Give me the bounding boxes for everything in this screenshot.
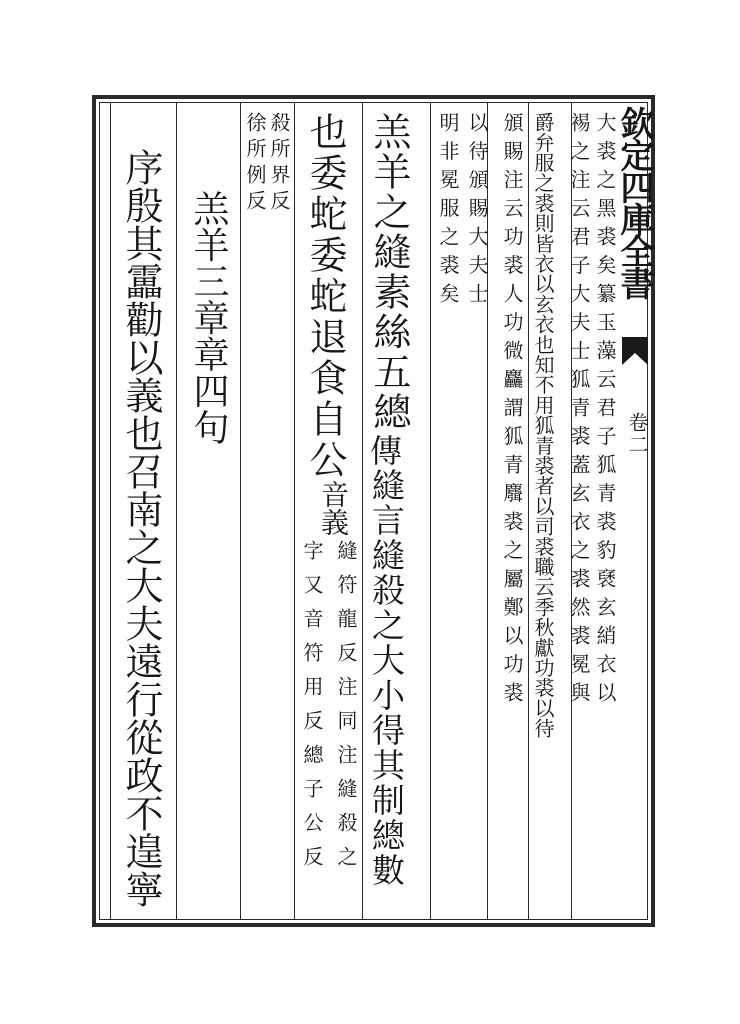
column-rule <box>528 102 529 920</box>
main-text-column-1-cont: 縫言縫殺之大小得其制總數 <box>367 468 406 888</box>
volume-label: 卷二 <box>625 412 649 456</box>
fish-tail-mark <box>622 337 648 365</box>
preface-column: 序殷其靁勸以義也召南之大夫遠行從政不遑寧 <box>119 148 163 908</box>
chapter-count-heading: 羔羊三章章四句 <box>188 190 229 446</box>
note-column-4: 徐所例反 <box>243 112 267 216</box>
column-rule <box>430 102 431 920</box>
commentary-column-3: 爵弁服之裘則皆衣以玄衣也知不用狐青裘者以司裘職云季秋獻功裘以待 <box>531 112 555 739</box>
edition-title: 欽定四庫全書 <box>614 106 654 298</box>
main-text-column-2: 也委蛇委蛇退食自公 <box>303 112 347 481</box>
column-rule <box>362 102 363 920</box>
note-column-3: 殺所界反 <box>267 112 291 216</box>
commentary-column-2: 裼之注云君子大夫士狐青裘蓋玄衣之裘然裘冕與 <box>567 112 591 711</box>
annotation-zhuan: 傳 <box>365 434 403 466</box>
annotation-yinyi: 音義 <box>317 480 350 536</box>
column-rule <box>110 102 111 920</box>
column-rule <box>294 102 295 920</box>
note-column-2: 字又音符用反總子公反 <box>300 540 324 880</box>
commentary-column-4: 頒賜注云功裘人功微麤謂狐青麛裘之屬鄭以功裘 <box>500 112 524 711</box>
main-text-column-1: 羔羊之縫素絲五總 <box>367 112 411 432</box>
commentary-column-1: 大裘之黑裘矣纂玉藻云君子狐青裘豹褎玄綃衣以 <box>593 112 617 711</box>
commentary-column-5: 以待頒賜大夫士 <box>465 112 489 312</box>
commentary-column-6: 明非冕服之裘矣 <box>436 112 460 312</box>
column-rule <box>176 102 177 920</box>
note-column-1: 縫符龍反注同注縫殺之 <box>334 540 358 880</box>
column-rule <box>240 102 241 920</box>
